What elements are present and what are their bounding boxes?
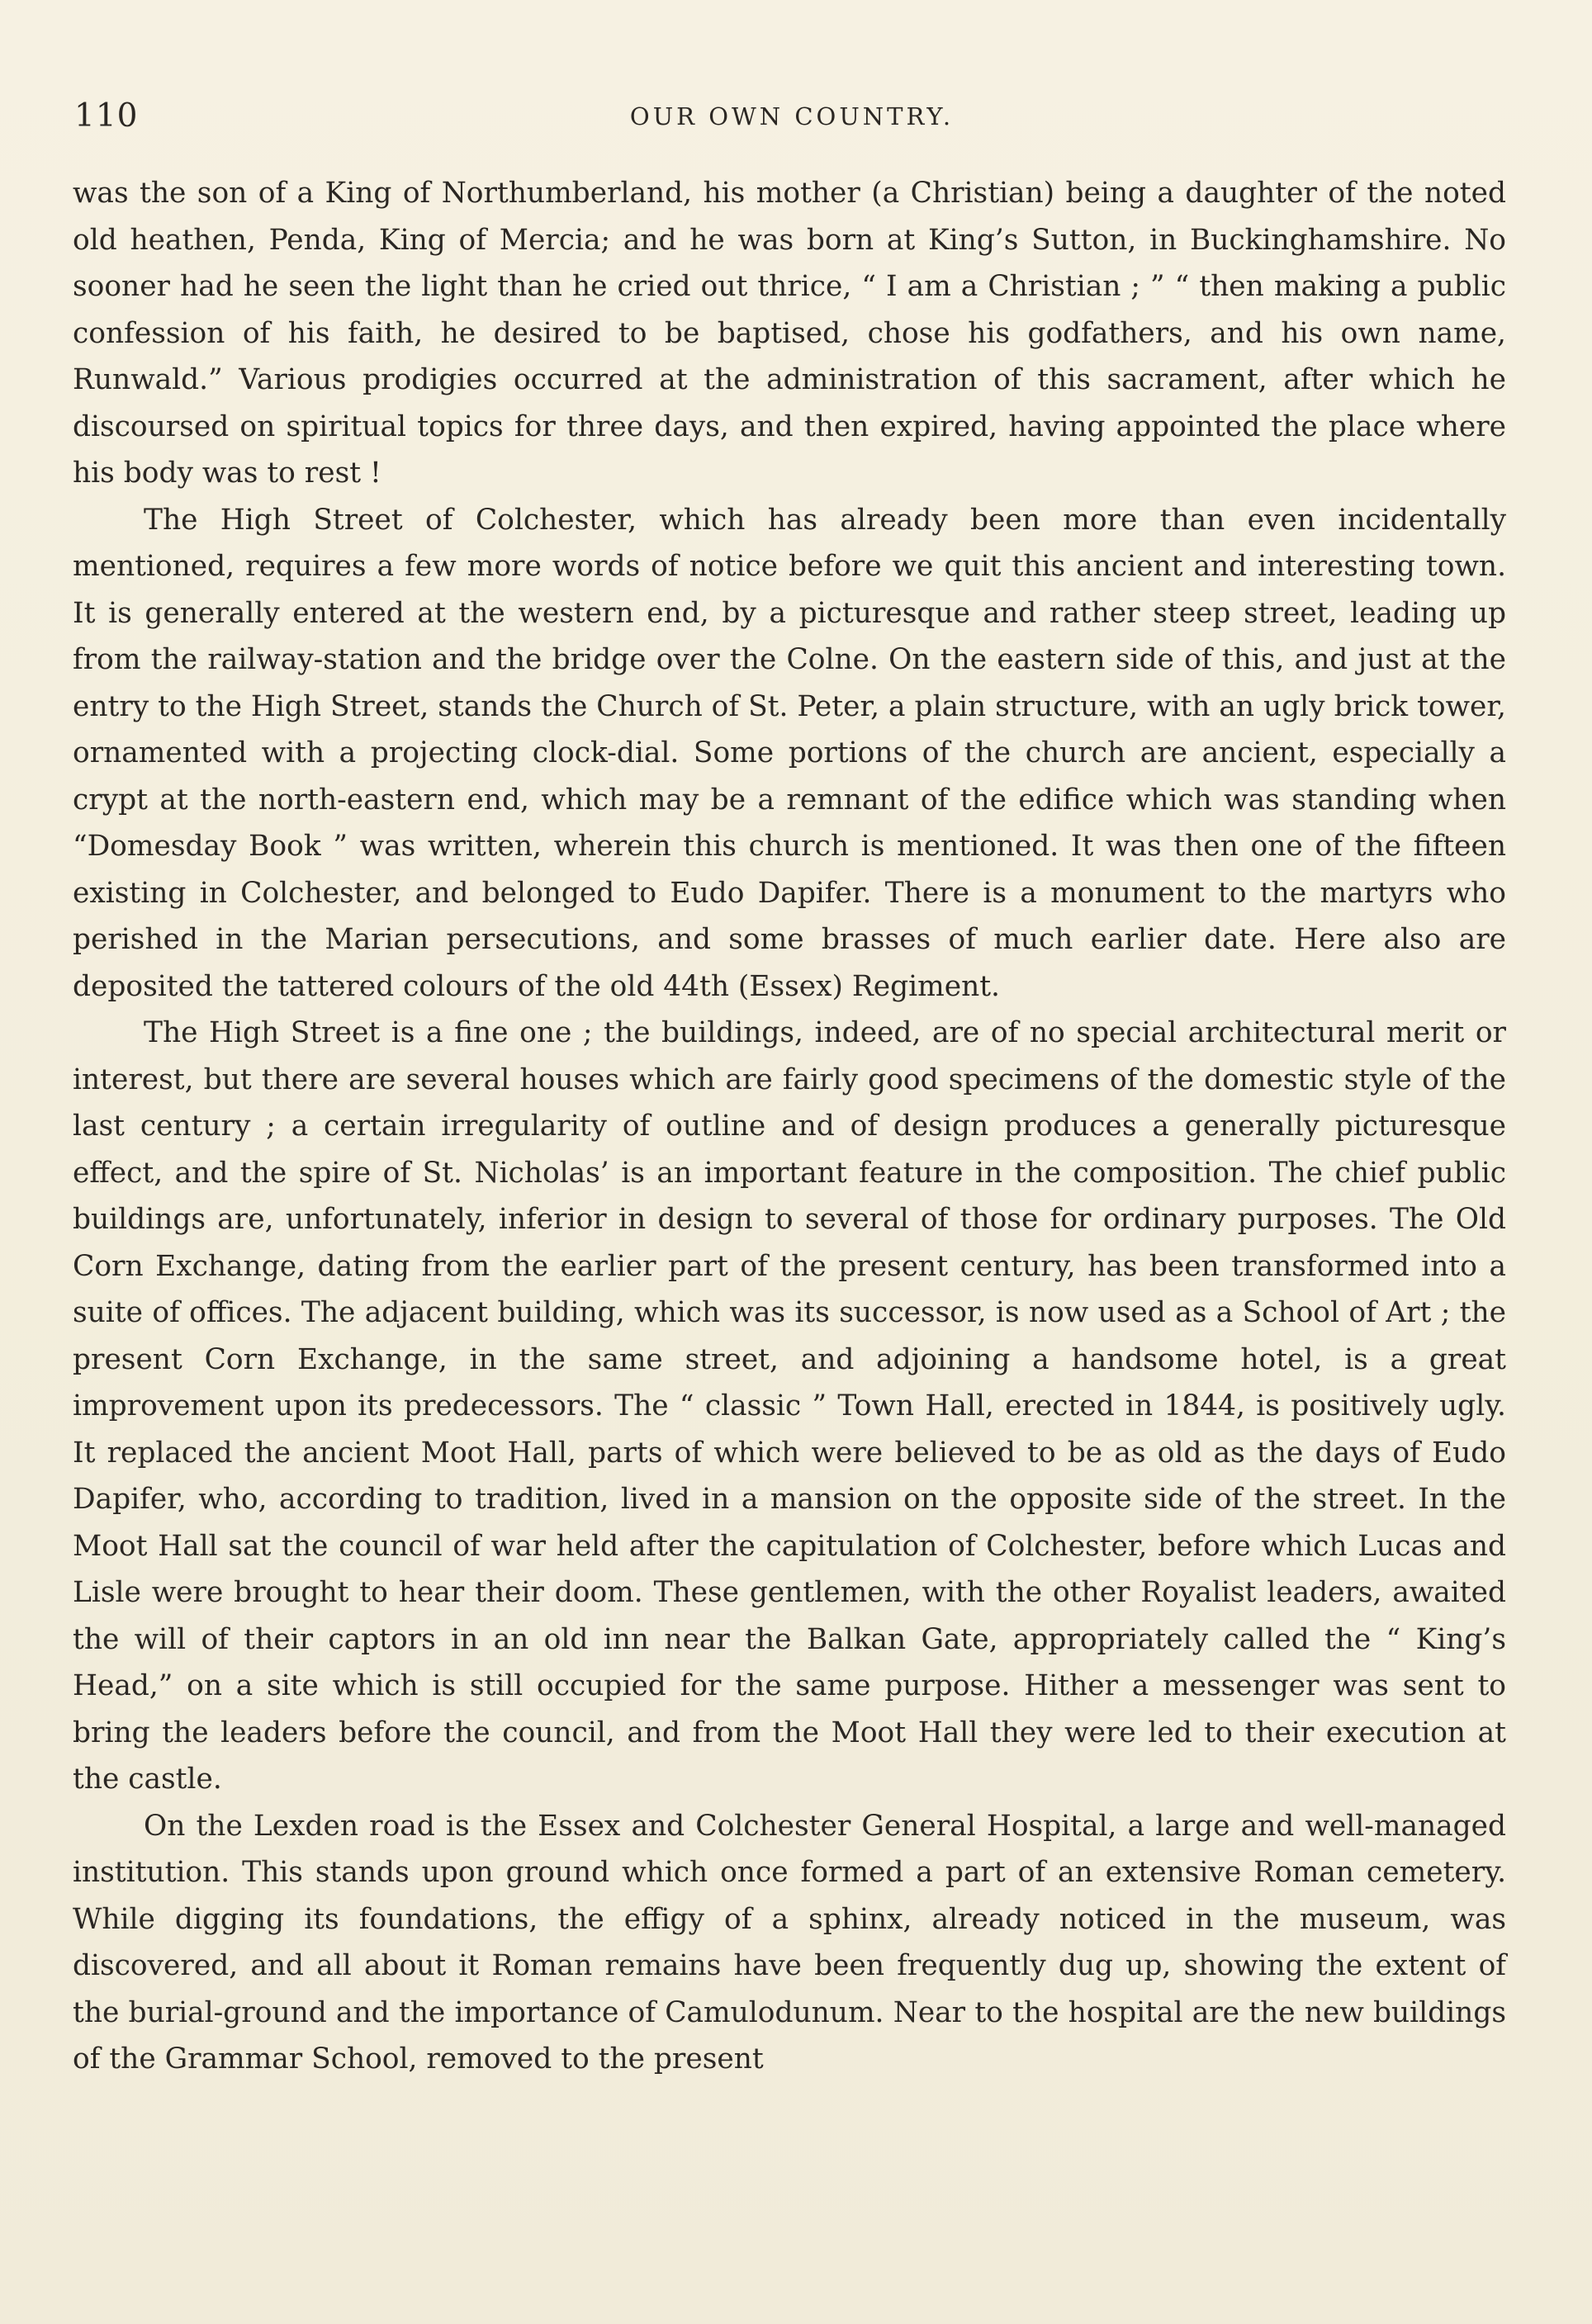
page-header — [74, 97, 1509, 147]
page-number: 110 — [74, 97, 139, 135]
paragraph: The High Street is a fine one ; the buildings, indeed, are of no special architectural merit or interest, but there are several houses which are fairly good specimens of the domestic style of the last century ; a certain irregularity of outline and of design produces a generally picturesque effect, and the spire of St. Nicholas’ is an important feature in the composition. The chief public buildings are, unfortunately, inferior in design to several of those for ordinary purposes. The Old Corn Exchange, dating from the earlier part of the present century, has been transformed into a suite of offices. The adjacent building, which was its successor, is now used as a School of Art ; the present Corn Exchange, in the same street, and adjoining a handsome hotel, is a great improvement upon its predecessors. The “ classic ” Town Hall, erected in 1844, is positively ugly. It replaced the ancient Moot Hall, parts of which were believed to be as old as the days of Eudo Dapifer, who, according to tradition, lived in a mansion on the opposite side of the street. In the Moot Hall sat the council of war held after the capitulation of Colchester, before which Lucas and Lisle were brought to hear their doom. These gentlemen, with the other Royalist leaders, awaited the will of their captors in an old inn near the Balkan Gate, appropriately called the “ King’s Head,” on a site which is still occupied for the same purpose. Hither a messenger was sent to bring the leaders before the council, and from the Moot Hall they were led to their execution at the castle. — [73, 1016, 1506, 1796]
body-text — [73, 170, 1506, 2083]
paragraph: The High Street of Colchester, which has already been more than even incidentally mentioned, requires a few more words of notice before we quit this ancient and interesting town. It is generally entered at the western end, by a picturesque and rather steep street, leading up from the railway-station and the bridge over the Colne. On the eastern side of this, and just at the entry to the High Street, stands the Church of St. Peter, a plain structure, with an ugly brick tower, ornamented with a projecting clock-dial. Some portions of the church are ancient, especially a crypt at the north-eastern end, which may be a remnant of the edifice which was standing when “Domesday Book ” was written, wherein this church is mentioned. It was then one of the fifteen existing in Colchester, and belonged to Eudo Dapifer. There is a monument to the martyrs who perished in the Marian persecutions, and some brasses of much earlier date. Here also are deposited the tattered colours of the old 44th (Essex) Regiment. — [73, 503, 1506, 1003]
paragraph: On the Lexden road is the Essex and Colchester General Hospital, a large and well-managed institution. This stands upon ground which once formed a part of an extensive Roman cemetery. While digging its foundations, the effigy of a sphinx, already noticed in the museum, was discovered, and all about it Roman remains have been frequently dug up, showing the extent of the burial-ground and the importance of Camulodunum. Near to the hospital are the new buildings of the Grammar School, removed to the present — [73, 1809, 1506, 2076]
running-head: OUR OWN COUNTRY. — [629, 102, 955, 130]
paragraph: was the son of a King of Northumberland, his mother (a Christian) being a daughter of the noted old heathen, Penda, King of Mercia; and he was born at King’s Sutton, in Buckinghamshire. No sooner had he seen the light than he cried out thrice, “ I am a Christian ; ” “ then making a public confession of his faith, he desired to be baptised, chose his godfathers, and his own name, Runwald.” Various prodigies occurred at the administration of this sacrament, after which he discoursed on spiritual topics for three days, and then expired, having appointed the place where his body was to rest ! — [73, 177, 1506, 490]
